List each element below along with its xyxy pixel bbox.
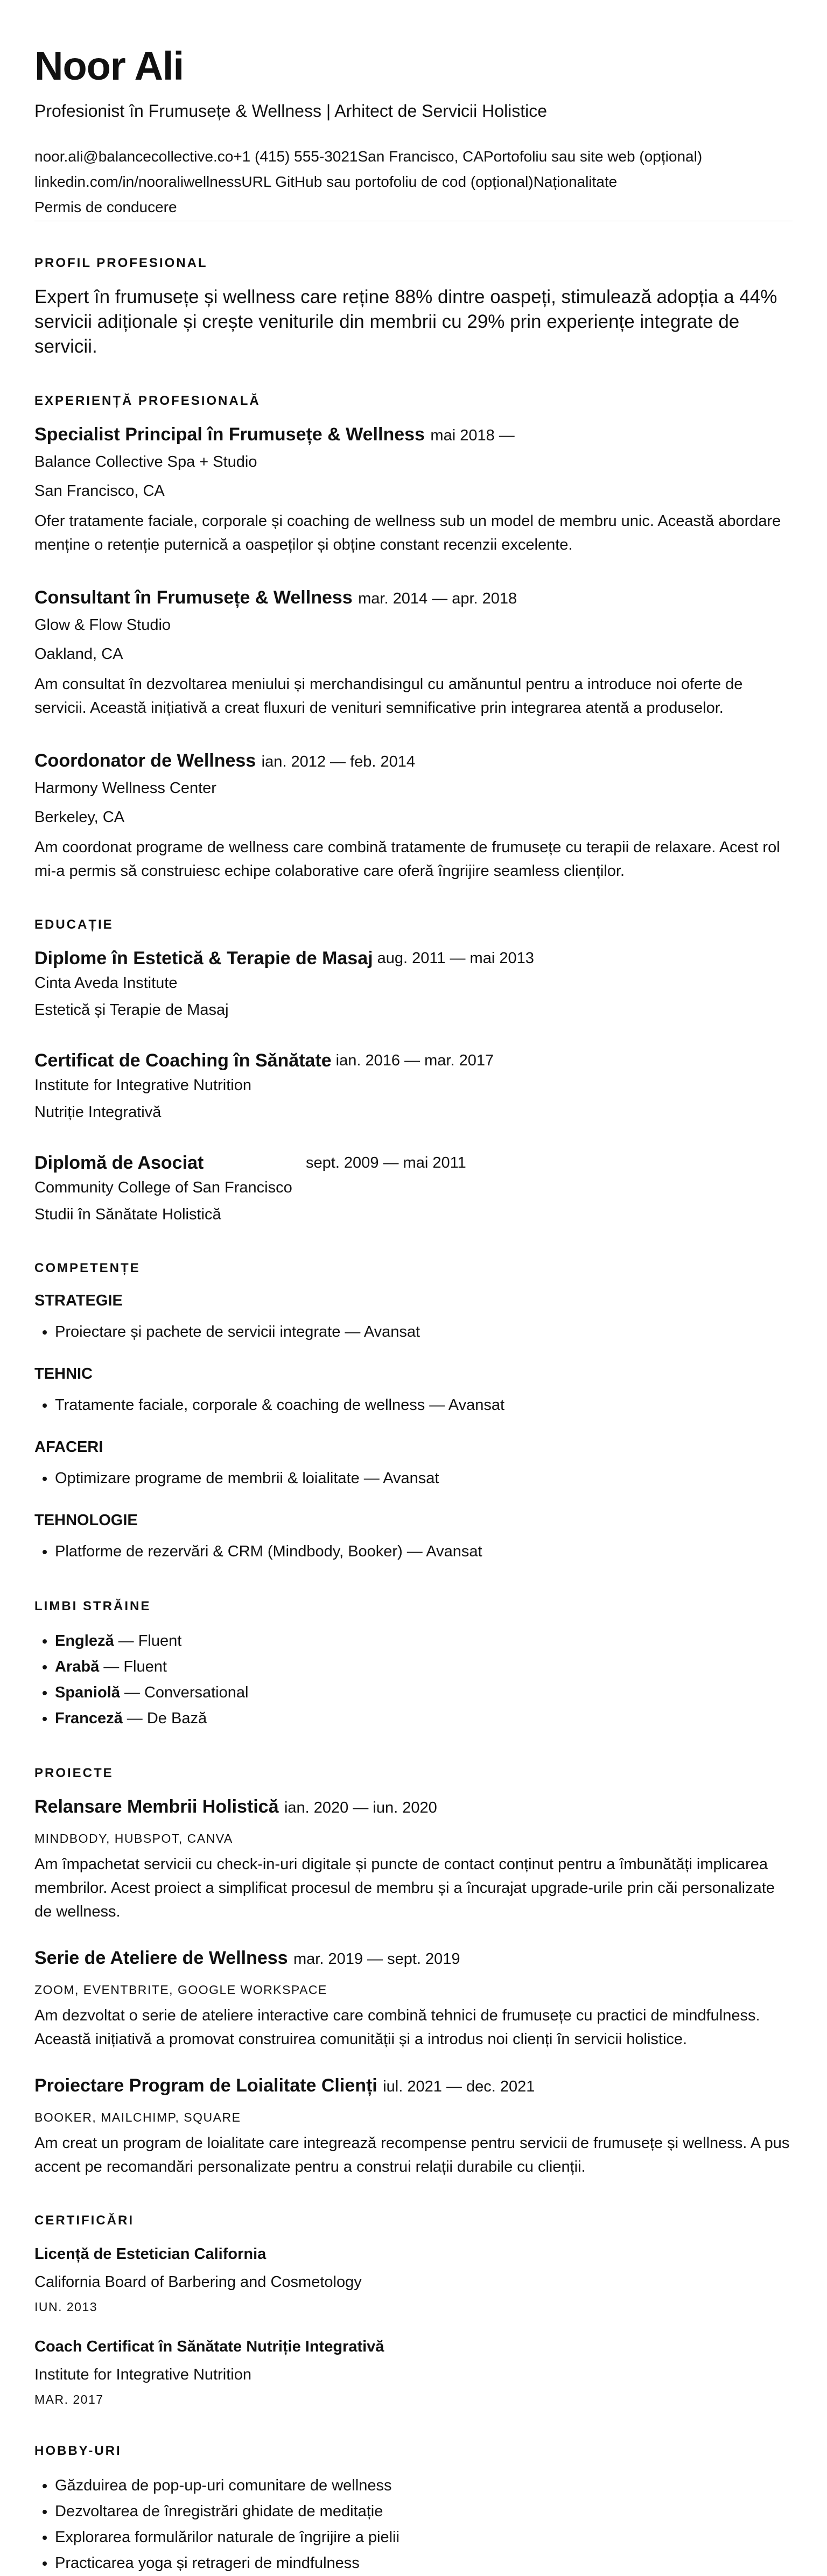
certification-entry [34,2242,793,2317]
skill-group [34,1436,793,1491]
resume-header [34,0,793,221]
project-entry-head [34,1946,793,1974]
experience-section [34,394,793,883]
experience-company: Glow & Flow Studio [34,616,171,634]
skill-group [34,1363,793,1418]
education-entry [34,1049,793,1124]
experience-entry-head [34,586,793,613]
section-title-skills: COMPETENȚE [34,1261,141,1276]
skill-category: AFACERI [34,1438,103,1456]
project-entry [34,1795,793,1924]
contact-location: San Francisco, CA [358,148,483,165]
education-institution: Community College of San Francisco [34,1179,292,1197]
candidate-name: Noor Ali [34,44,184,88]
contact-driving-license: Permis de conducere [34,199,177,216]
certification-name: Licență de Estetician California [34,2245,267,2263]
skill-category: TEHNOLOGIE [34,1512,138,1529]
education-title: Diplome în Estetică & Terapie de Masaj [34,948,373,969]
hobby-item: • Explorarea formulărilor naturale de îngrijire a pielii [55,2524,793,2550]
contact-line-2 [34,169,793,194]
language-name: Arabă [55,1658,100,1676]
language-item: • Arabă — Fluent [55,1654,793,1680]
skill-group [34,1290,793,1345]
contact-line-3 [34,194,793,220]
language-level: De Bază [146,1710,207,1728]
certification-issuer: Institute for Integrative Nutrition [34,2366,251,2384]
education-entry-head [34,1049,793,1072]
skill-category: TEHNIC [34,1365,93,1383]
skill-item: • Tratamente faciale, corporale & coaching de wellness — Avansat [55,1392,793,1418]
experience-title: Specialist Principal în Frumusețe & Wellness [34,424,425,445]
certifications-section [34,2213,793,2409]
project-entry-head [34,2074,793,2101]
project-date: iul. 2021 — dec. 2021 [383,2078,535,2096]
summary-text: Expert în frumusețe și wellness care reține 88% dintre oaspeți, stimulează adopția a 44% servicii adiționale și crește veniturile din membrii cu 29% prin experiențe integrate de servicii. [34,286,777,357]
skill-category: STRATEGIE [34,1292,123,1310]
section-title-languages: LIMBI STRĂINE [34,1599,151,1614]
language-item: • Spaniolă — Conversational [55,1680,793,1705]
language-item: • Engleză — Fluent [55,1628,793,1654]
education-entry [34,946,793,1022]
contact-line-1 [34,144,793,169]
skill-list [34,1465,793,1491]
project-entry-head [34,1795,793,1822]
project-description: Am împachetat servicii cu check-in-uri digitale și puncte de contact conținut pentru a îmbunătăți implicarea membrilor. Acest proiect a simplificat procesul de membru și a încurajat upgrade-urile prin căi personalizate de wellness. [34,1856,775,1921]
language-name: Franceză [55,1710,123,1728]
language-name: Spaniolă [55,1684,120,1702]
skill-list [34,1392,793,1418]
certification-date: MAR. 2017 [34,2392,104,2407]
summary-section [34,256,793,359]
contact-portfolio[interactable]: Portofoliu sau site web (opțional) [483,148,703,165]
experience-entry [34,749,793,883]
certification-issuer: California Board of Barbering and Cosmetology [34,2273,362,2291]
experience-description: Am coordonat programe de wellness care combină tratamente de frumusețe cu terapii de relaxare. Acest rol mi-a permis să construiesc echipe colaborative care oferă îngrijire seamless clienților. [34,839,780,880]
contact-nationality: Naționalitate [533,173,618,191]
education-title: Certificat de Coaching în Sănătate [34,1050,332,1071]
experience-company: Balance Collective Spa + Studio [34,453,257,471]
certification-entry [34,2335,793,2409]
education-entry-head [34,946,793,970]
experience-entry [34,423,793,557]
project-tech: MINDBODY, HUBSPOT, CANVA [34,1831,233,1846]
project-date: mar. 2019 — sept. 2019 [293,1950,460,1968]
contact-email[interactable]: noor.ali@balancecollective.co [34,148,234,165]
experience-date: mar. 2014 — apr. 2018 [358,590,517,608]
candidate-headline: Profesionist în Frumusețe & Wellness | Arhitect de Servicii Holistice [34,101,548,121]
education-date: aug. 2011 — mai 2013 [377,950,534,967]
experience-date: mai 2018 — [430,427,515,445]
project-title: Proiectare Program de Loialitate Clienți [34,2075,377,2096]
experience-title: Coordonator de Wellness [34,750,256,771]
education-field: Nutriție Integrativă [34,1104,162,1121]
education-entry-head [34,1151,793,1175]
skill-item: • Platforme de rezervări & CRM (Mindbody, Booker) — Avansat [55,1539,793,1564]
project-description: Am creat un program de loialitate care integrează recompense pentru servicii de frumusețe și wellness. A pus accent pe recomandări personalizate pentru a construi relații durabile cu clienții. [34,2135,790,2176]
skill-item: • Proiectare și pachete de servicii integrate — Avansat [55,1319,793,1345]
project-entry [34,1946,793,2051]
experience-date: ian. 2012 — feb. 2014 [261,753,416,771]
hobby-item: • Practicarea yoga și retrageri de mindfulness [55,2550,793,2576]
language-list [34,1628,793,1731]
experience-company: Harmony Wellness Center [34,780,216,797]
language-level: Conversational [144,1684,249,1702]
education-section [34,917,793,1226]
language-name: Engleză [55,1632,114,1650]
skills-section [34,1261,793,1564]
education-field: Estetică și Terapie de Masaj [34,1001,229,1019]
section-title-hobbies: HOBBY-URI [34,2444,122,2459]
education-date: ian. 2016 — mar. 2017 [335,1052,494,1070]
languages-section [34,1599,793,1731]
project-entry [34,2074,793,2179]
experience-entry-head [34,749,793,776]
project-tech: ZOOM, EVENTBRITE, GOOGLE WORKSPACE [34,1983,327,1997]
education-institution: Institute for Integrative Nutrition [34,1077,251,1094]
project-date: ian. 2020 — iun. 2020 [284,1799,437,1817]
hobby-list [34,2473,793,2576]
language-item: • Franceză — De Bază [55,1705,793,1731]
projects-section [34,1766,793,2179]
experience-location: San Francisco, CA [34,482,165,500]
skill-list [34,1319,793,1345]
education-entry [34,1151,793,1226]
project-tech: BOOKER, MAILCHIMP, SQUARE [34,2110,241,2125]
experience-entry-head [34,423,793,450]
experience-description: Ofer tratamente faciale, corporale și coaching de wellness sub un model de membru unic. Această abordare menține o retenție puternică a oaspeților și obține constant recenzii excelente. [34,513,781,554]
skill-list [34,1539,793,1564]
hobby-item: • Găzduirea de pop-up-uri comunitare de wellness [55,2473,793,2498]
certification-date: IUN. 2013 [34,2300,98,2314]
hobby-item: • Dezvoltarea de înregistrări ghidate de meditație [55,2498,793,2524]
section-title-projects: PROIECTE [34,1766,114,1781]
certification-name: Coach Certificat în Sănătate Nutriție Integrativă [34,2338,384,2356]
section-title-education: EDUCAȚIE [34,917,114,932]
section-title-summary: PROFIL PROFESIONAL [34,256,208,271]
education-institution: Cinta Aveda Institute [34,974,178,992]
project-description: Am dezvoltat o serie de ateliere interactive care combină tehnici de frumusețe cu practici de mindfulness. Această inițiativă a promovat construirea comunității și a introdus noi clienți în servicii holistice. [34,2007,760,2048]
contact-github[interactable]: URL GitHub sau portofoliu de cod (opțional) [241,173,534,191]
project-title: Serie de Ateliere de Wellness [34,1948,288,1969]
contact-phone[interactable]: +1 (415) 555-3021 [233,148,358,165]
experience-location: Oakland, CA [34,645,123,663]
education-field: Studii în Sănătate Holistică [34,1206,221,1224]
contact-linkedin[interactable]: linkedin.com/in/nooraliwellness [34,173,242,191]
experience-description: Am consultat în dezvoltarea meniului și merchandisingul cu amănuntul pentru a introduce noi oferte de servicii. Această inițiativă a creat fluxuri de venituri semnificative prin integrarea atentă a produselor. [34,676,743,717]
experience-title: Consultant în Frumusețe & Wellness [34,587,353,608]
education-date: sept. 2009 — mai 2011 [306,1154,466,1172]
experience-entry [34,586,793,720]
education-title: Diplomă de Asociat [34,1153,204,1174]
section-title-certifications: CERTIFICĂRI [34,2213,134,2228]
language-level: Fluent [138,1632,182,1650]
experience-location: Berkeley, CA [34,809,125,826]
project-title: Relansare Membrii Holistică [34,1796,279,1817]
section-title-experience: EXPERIENȚĂ PROFESIONALĂ [34,394,261,409]
skill-group [34,1510,793,1564]
hobbies-section [34,2444,793,2576]
language-level: Fluent [123,1658,167,1676]
skill-item: • Optimizare programe de membrii & loialitate — Avansat [55,1465,793,1491]
